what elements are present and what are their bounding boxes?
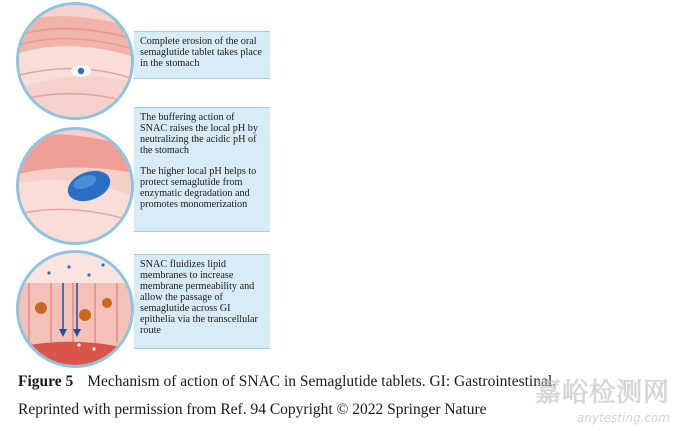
protection-description: The higher local pH helps to protect semaglutide from enzymatic degradation and promotes monomerization (140, 166, 257, 210)
figure-caption-line2: Reprinted with permission from Ref. 94 Copyright © 2022 Springer Nature (18, 401, 487, 418)
figure-caption-line1 (18, 373, 556, 391)
figure-label: Figure 5 (18, 373, 74, 390)
absorption-description: SNAC fluidizes lipid membranes to increase membrane permeability and allow the passage of semaglutide across GI epithelia via the transcellular route (140, 259, 258, 336)
panel-absorption-text (134, 254, 270, 349)
panel-buffering-text (134, 107, 270, 232)
buffering-description: The buffering action of SNAC raises the local pH by neutralizing the acidic pH of the stomach (140, 112, 258, 156)
epithelium-illustration (16, 250, 134, 368)
panel-erosion-text (134, 31, 270, 79)
tablet-in-stomach-illustration (16, 127, 134, 245)
caption-text: Mechanism of action of SNAC in Semaglutide tablets. GI: Gastrointestinal. (87, 373, 557, 390)
watermark-main: 嘉峪检测网 (534, 378, 670, 408)
stomach-erosion-illustration (16, 2, 134, 120)
watermark-sub: anytesting.com (576, 411, 670, 425)
erosion-description: Complete erosion of the oral semaglutide tablet takes place in the stomach (140, 36, 262, 69)
